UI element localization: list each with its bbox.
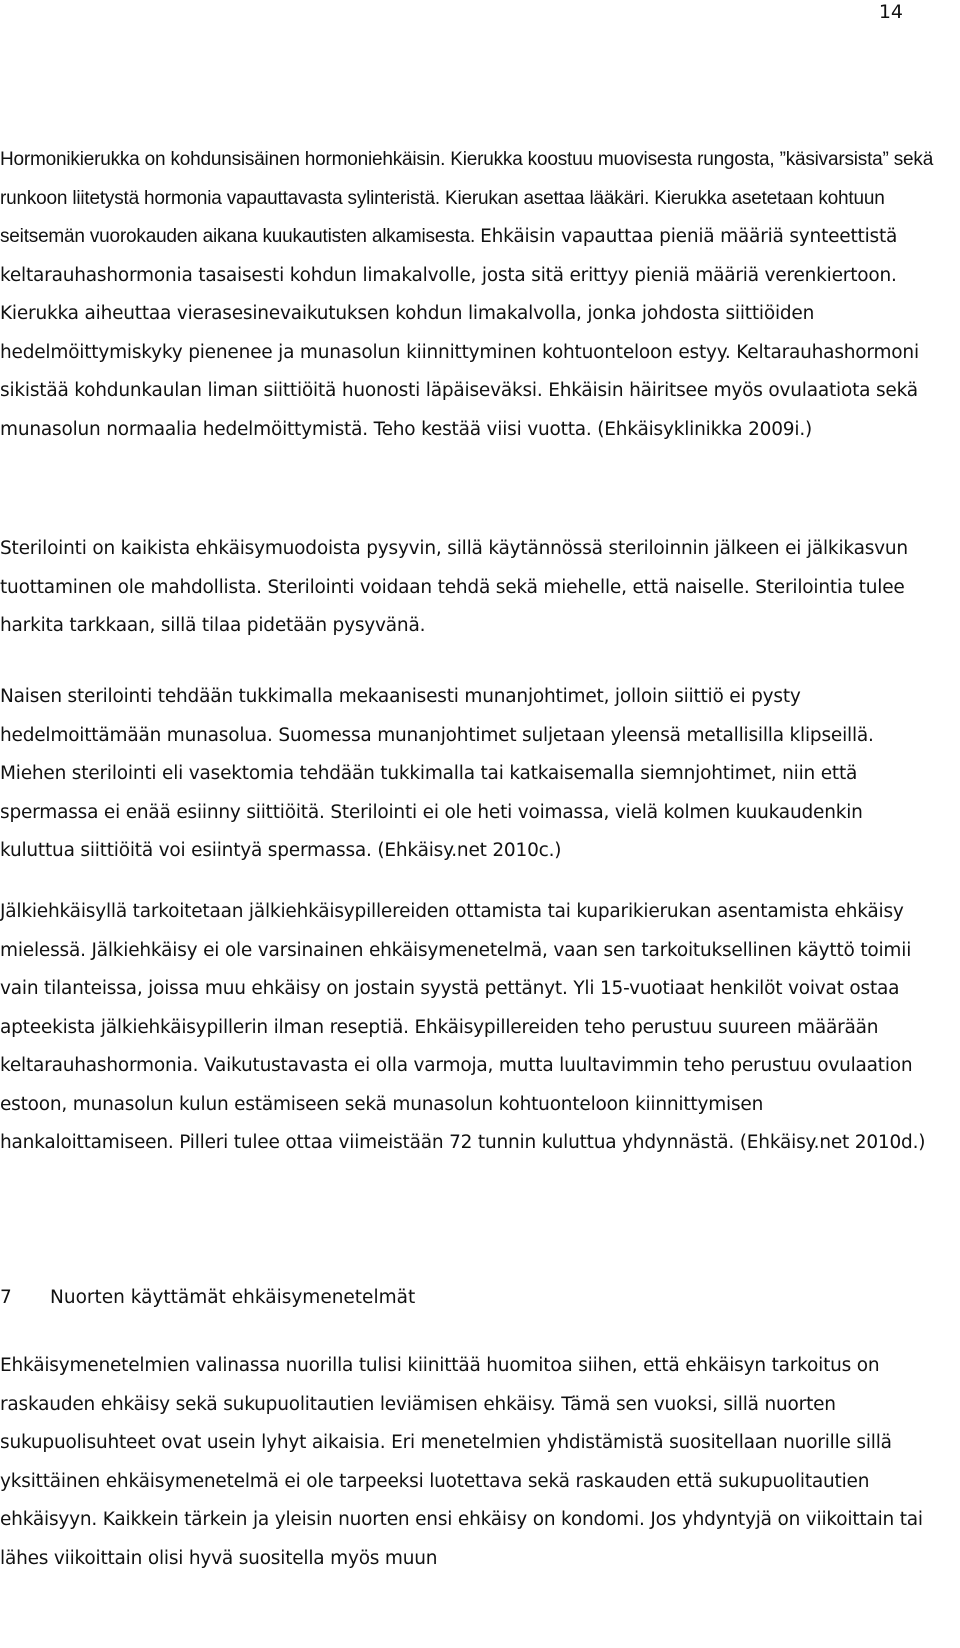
section-heading — [0, 1283, 415, 1313]
paragraph-hormone-iud — [0, 141, 935, 449]
paragraph-youth-contraception: Ehkäisymenetelmien valinassa nuorilla tulisi kiinittää huomitoa siihen, että ehkäisyn tarkoitus on raskauden ehkäisy sekä sukupuolitautien leviämisen ehkäisy. Tämä sen vuoksi, sillä nuorten sukupuolisuhteet ovat usein lyhyt aikaisia. Eri menetelmien yhdistämistä suositellaan nuorille sillä yksittäinen ehkäisymenetelmä ei ole tarpeeksi luotettava sekä raskauden että sukupuolitautien ehkäisyyn. Kaikkein tärkein ja yleisin nuorten ensi ehkäisy on kondomi. Jos yhdyntyjä on viikoittain tai lähes viikoittain olisi hyvä suositella myös muun — [0, 1355, 923, 1569]
paragraph-text: Ehkäisin vapauttaa pieniä määriä synteettistä keltarauhashormonia tasaisesti kohdun limakalvolle, josta sitä erittyy pieniä määriä verenkiertoon. Kierukka aiheuttaa vierasesinevaikutuksen kohdun limakalvolla, jonka johdosta siittiöiden hedelmöittymiskyky pienenee ja munasolun kiinnittyminen kohtuonteloon estyy. Keltarauhashormoni sikistää kohdunkaulan liman siittiöitä huonosti läpäiseväksi. Ehkäisin häiritsee myös ovulaatiota sekä munasolun normaalia hedelmöittymistä. Teho kestää viisi vuotta. (Ehkäisyklinikka 2009i.) — [0, 226, 919, 440]
section-title: Nuorten käyttämät ehkäisymenetelmät — [50, 1287, 416, 1308]
paragraph-emergency-contraception: Jälkiehkäisyllä tarkoitetaan jälkiehkäisypillereiden ottamista tai kuparikierukan asentamista ehkäisy mielessä. Jälkiehkäisy ei ole varsinainen ehkäisymenetelmä, vaan sen tarkoituksellinen käyttö toimii vain tilanteissa, joissa muu ehkäisy on jostain syystä pettänyt. Yli 15-vuotiaat henkilöt voivat ostaa apteekista jälkiehkäisypillerin ilman reseptiä. Ehkäisypillereiden teho perustuu suureen määrään keltarauhashormonia. Vaikutustavasta ei olla varmoja, mutta luultavimmin teho perustuu ovulaation estoon, munasolun kulun estämiseen sekä munasolun kohtuonteloon kiinnittymisen hankaloittamiseen. Pilleri tulee ottaa viimeistään 72 tunnin kuluttua yhdynnästä. (Ehkäisy.net 2010d.) — [0, 901, 926, 1153]
paragraph-female-male-sterilization: Naisen sterilointi tehdään tukkimalla mekaanisesti munanjohtimet, jolloin siittiö ei pysty hedelmoittämään munasolua. Suomessa munanjohtimet suljetaan yleensä metallisilla klipseillä. Miehen sterilointi eli vasektomia tehdään tukkimalla tai katkaisemalla siemnjohtimet, niin että spermassa ei enää esiinny siittiöitä. Sterilointi ei ole heti voimassa, vielä kolmen kuukaudenkin kuluttua siittiöitä voi esiintyä spermassa. (Ehkäisy.net 2010c.) — [0, 686, 874, 861]
paragraph-text: Hormonikierukka on kohdunsisäinen hormoniehkäisin. Kierukka koostuu muovisesta rungosta, ”käsivarsista” sekä runkoon liitetystä hormonia vapauttavasta sylinteristä. Kierukan asettaa lääkäri. Kierukka asetetaan kohtuun seitsemän vuorokauden aikana kuukautisten alkamisesta. — [0, 149, 934, 247]
section-number: 7 — [0, 1287, 12, 1308]
paragraph-sterilization: Sterilointi on kaikista ehkäisymuodoista pysyvin, sillä käytännössä steriloinnin jälkeen ei jälkikasvun tuottaminen ole mahdollista. Sterilointi voidaan tehdä sekä miehelle, että naiselle. Sterilointia tulee harkita tarkkaan, sillä tilaa pidetään pysyvänä. — [0, 538, 908, 636]
page-number: 14 — [878, 1, 903, 23]
